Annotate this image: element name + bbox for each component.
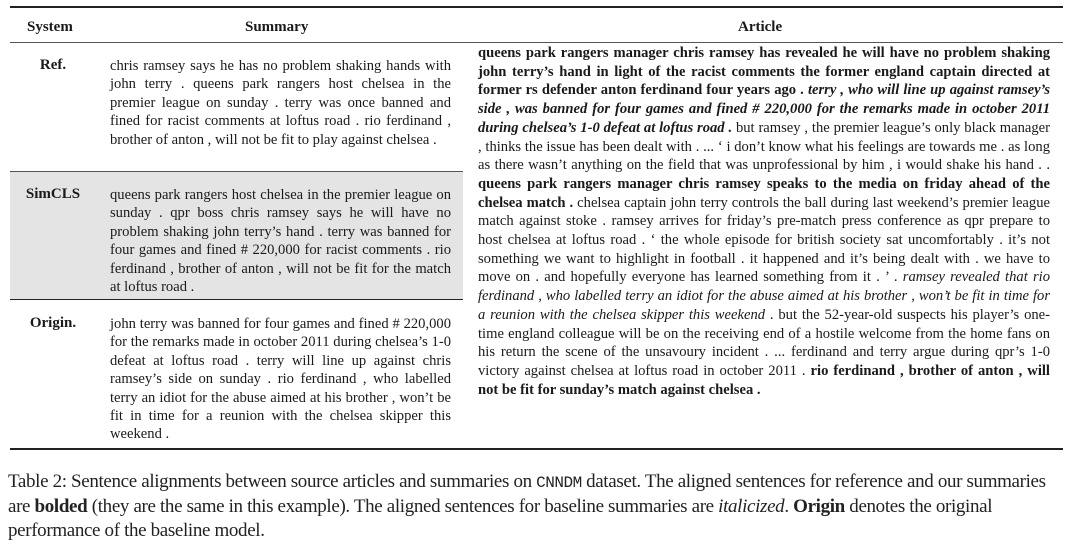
header-summary: Summary <box>245 19 309 35</box>
article-seg-1: terry , who will line up against ramsey’s side , was banned for four games and fined # 220,000 for the remarks made in october 2011 during chelsea’s 1-0 defeat at loftus road . <box>478 82 1050 136</box>
caption-italicized: italicized <box>718 496 785 517</box>
system-origin: Origin. <box>29 315 77 331</box>
summary-ref: chris ramsey says he has no problem shaking hands with john terry . queens park rangers host chelsea in the premier league on sunday . terry was once banned and fined for racist comments at loftus road . rio ferdinand , brother of anton , will not be fit to play against chelsea . <box>110 58 451 148</box>
caption-dataset: CNNDM <box>536 474 582 492</box>
top-rule <box>10 6 1063 8</box>
header-article: Article <box>738 19 783 35</box>
bottom-rule <box>10 448 1063 450</box>
caption-bolded: bolded <box>34 496 88 517</box>
caption-origin: Origin <box>793 496 845 517</box>
article-text <box>478 44 1050 399</box>
summary-origin: john terry was banned for four games and fined # 220,000 for the remarks made in october 2011 during chelsea’s 1-0 defeat at loftus road . terry will line up against chris ramsey’s side on sunday . rio ferdinand , who labelled terry an idiot for the abuse aimed at his brother , won’t be fit in time for a reunion with the chelsea skipper this weekend . <box>110 316 451 443</box>
system-ref: Ref. <box>39 57 67 73</box>
article-seg-6: . but the 52-year-old suspects his player’s one-time england colleague will be on the receiving end of a hostile welcome from the home fans on his return the scene of the unsavoury incident . ... ferdinand and terry argue during qpr’s 1-0 victory against chelsea at loftus road in october 2011 . <box>478 306 1050 379</box>
caption-text-3: (they are the same in this example). The aligned sentences for baseline summaries are <box>87 496 719 517</box>
system-simcls: SimCLS <box>25 186 81 202</box>
caption-label: Table 2: <box>8 471 67 492</box>
header-system: System <box>27 19 73 35</box>
caption-text-5: denotes the original performance of the baseline model. <box>8 496 993 541</box>
article-seg-7: rio ferdinand , brother of anton , will not be fit for sunday’s match against chelsea . <box>478 362 1050 398</box>
article-seg-3: queens park rangers manager chris ramsey speaks to the media on friday ahead of the chelsea match . <box>478 175 1050 211</box>
caption-text-2: dataset. The aligned sentences for reference and our summaries are <box>8 471 1046 517</box>
article-seg-4: chelsea captain john terry controls the ball during last weekend’s premier league match against stoke . ramsey arrives for friday’s pre-match press conference as qpr prepare to host chelsea at loftus road . ‘ the whole episode for british society sat uncomfortably . it’s not something we want to highlight in football . it happened and it’s being dealt with . we have to move on . and hopefully everyone has learned something from it . ’ . <box>478 194 1050 286</box>
article-seg-0: queens park rangers manager chris ramsey has revealed he will have no problem shaking john terry’s hand in light of the racist comments the former england captain directed at former rs defender anton ferdinand four years ago . <box>478 45 1050 99</box>
table-caption <box>8 470 1072 543</box>
caption-text-1: Sentence alignments between source articles and summaries on <box>66 471 537 492</box>
article-seg-2: but ramsey , the premier league’s only black manager , thinks the issue has been dealt with . ... ‘ i don’t know what his feelings are towards me . as long as there wasn’t anything on the field that was unprofessional by him , i would shake his hand . . <box>478 119 1050 174</box>
caption-text-4: . <box>784 496 794 517</box>
simcls-row-rule <box>10 299 463 300</box>
article-seg-5: ramsey revealed that rio ferdinand , who labelled terry an idiot for the abuse aimed at his brother , won’t be fit in time for a reunion with the chelsea skipper this weekend <box>478 269 1050 323</box>
summary-simcls: queens park rangers host chelsea in the premier league on sunday . qpr boss chris ramsey says he will have no problem shaking john terry’s hand . terry was banned for four games and fined # 220,000 for racist comments . rio ferdinand , brother of anton , will not be fit for the match at loftus road . <box>110 187 451 296</box>
